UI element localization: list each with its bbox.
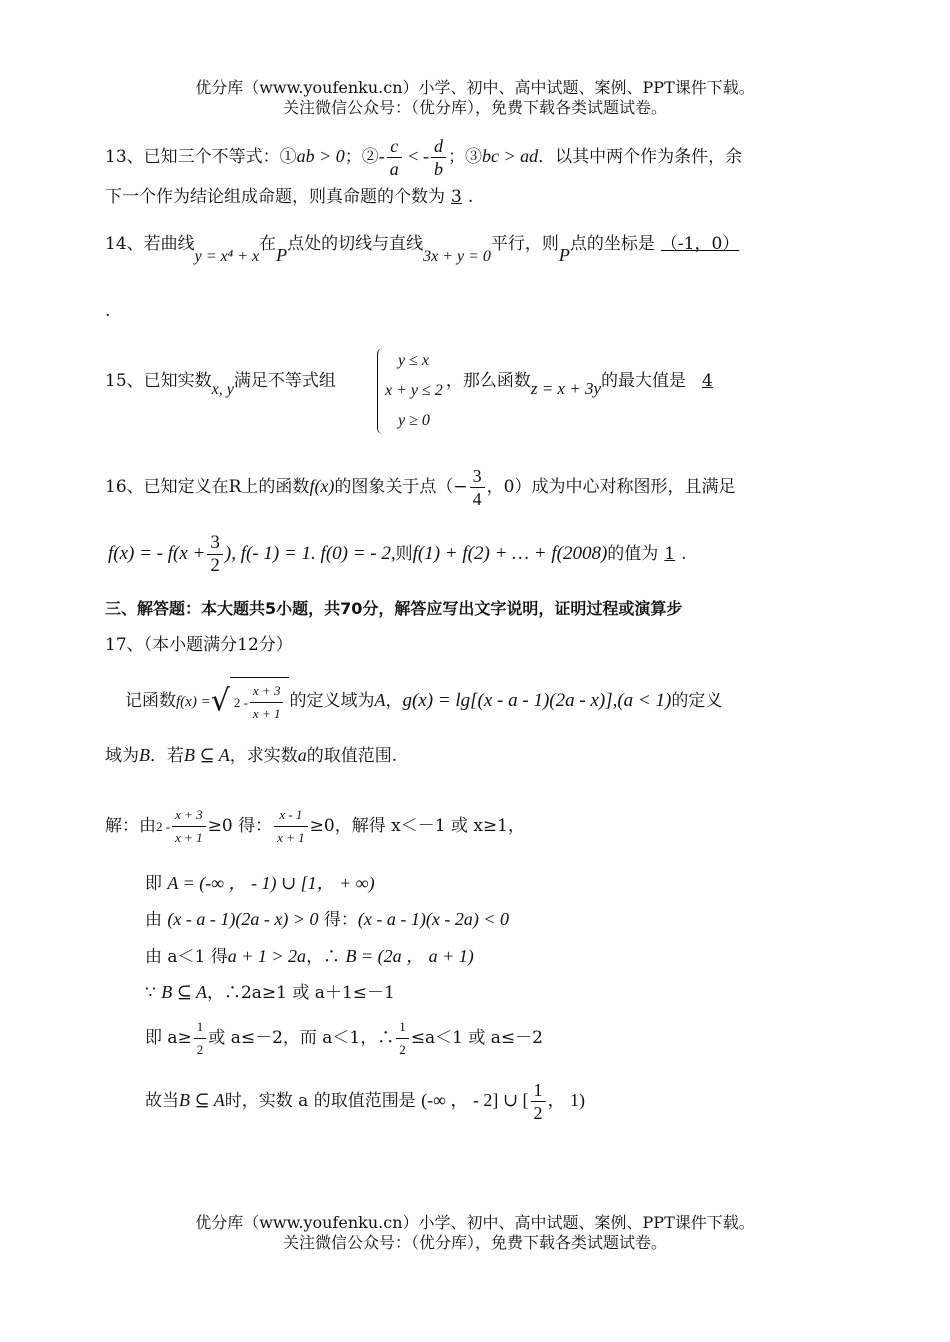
q17-line2d: 的取值范围. (306, 746, 398, 766)
question-14 (105, 232, 745, 265)
section-3-heading: 三、解答题：本大题共5小题，共70分，解答应写出文字说明，证明过程或演算步 (105, 599, 683, 618)
q13-line2-text: 下一个作为结论组成命题，则真命题的个数为 (105, 187, 445, 207)
sol-s1-num1: x + 3 (175, 807, 203, 822)
sol-s1-frac1 (172, 804, 206, 849)
q16-eq-d: f(1) + f(2) + … + f(2008) (412, 543, 608, 564)
q14-mid2: 点处的切线与直线 (287, 234, 424, 254)
q13-frac-num: c (390, 136, 399, 156)
q17-sqrt-sign: √ (210, 683, 230, 719)
sol-s5c: ，∴2a≥1 或 a＋1≤－1 (206, 983, 395, 1003)
sol-s4b: a + 1 > 2a (227, 946, 307, 966)
q16-mid: 的图象关于点（− (334, 477, 468, 497)
sol-s7-den: 2 (531, 1101, 546, 1124)
q14-mid4: 点的坐标是 (569, 234, 655, 254)
sol-s6-frac2 (396, 1016, 409, 1061)
q14-point: P (276, 245, 288, 265)
question-17-line-2 (105, 744, 397, 767)
question-17-title: 17、（本小题满分12分） (105, 635, 293, 655)
q17-sqrt-a: 2 - (233, 694, 248, 710)
q17-p4: 的定义 (671, 691, 723, 711)
q17-setA: A (374, 690, 386, 710)
sol-s6-den: 2 (194, 1038, 207, 1061)
q16-eq-den: 2 (207, 554, 223, 577)
sol-s5b: B ⊆ A (161, 982, 207, 1002)
q17-gdef: g(x) = lg[(x - a - 1)(2a - x)], (402, 690, 618, 711)
q14-point2: P (558, 245, 570, 265)
q16-frac-num: 3 (472, 466, 482, 486)
q13-answer: 3 (451, 187, 462, 207)
footer-line-2: 关注微信公众号：（优分库），免费下载各类试题试卷。 (282, 1233, 667, 1252)
q14-curve: y = x⁴ + x (194, 248, 260, 265)
sol-s1-two: 2 - (156, 819, 171, 834)
sol-s6-num: 1 (196, 1019, 204, 1034)
footer-line-1: 优分库（www.youfenku.cn）小学、初中、高中试题、案例、PPT课件下载。 (195, 1213, 755, 1232)
q15-mid3: 的最大值是 (601, 371, 686, 391)
q17-p1: 记函数 (125, 691, 176, 711)
q15-answer: 4 (702, 371, 713, 391)
q16-fx: f(x) (309, 476, 335, 496)
q16-eq-e: 的值为 (607, 544, 659, 564)
q17-setB: B (139, 745, 150, 765)
sol-s3c: 得： (323, 910, 358, 930)
q17-sqrt-num: x + 3 (252, 682, 281, 698)
sol-s3b: (x - a - 1)(2a - x) > 0 (167, 909, 319, 929)
q17-sqrt-den: x + 1 (250, 702, 284, 725)
q15-lead: 15、已知实数 (105, 371, 212, 391)
question-16-line-1 (105, 464, 736, 510)
sol-s1-frac2 (274, 804, 308, 849)
sol-s1a: 解：由 (105, 816, 156, 836)
sol-s7c: 时，实数 a 的取值范围是 (224, 1091, 416, 1111)
solution-line-3 (145, 908, 509, 931)
sol-s2a: 即 (145, 874, 162, 894)
sol-s1b: ≥0 得： (207, 816, 273, 836)
solution-line-1 (105, 804, 525, 849)
q13-tail: ．以其中两个作为条件，余 (538, 147, 743, 167)
sol-s7a: 故当 (145, 1091, 179, 1111)
q14-answer: （-1，0） (660, 234, 740, 254)
question-13-line-2 (105, 186, 473, 208)
sol-s7-frac (531, 1079, 546, 1124)
sol-s6-den2: 2 (396, 1038, 409, 1061)
q17-var-a: a (297, 745, 307, 765)
sol-s4d: B = (2a ， a + 1) (345, 946, 474, 966)
sol-s1-num2: x - 1 (279, 807, 303, 822)
q13-frac-d-b (431, 135, 446, 180)
q13-sep2: ；③ (447, 147, 482, 167)
q13-frac2-den: b (431, 157, 446, 180)
q17-p2: 的定义域为 (289, 691, 375, 711)
q16-eq-b: ), f(- 1) = 1. f(0) = - 2, (224, 543, 396, 564)
q13-cond3: bc > ad (481, 146, 539, 166)
q15-sys-3: y ≥ 0 (398, 412, 430, 429)
q13-end: . (467, 187, 474, 207)
q17-fdef: f(x) = (176, 694, 211, 710)
q16-answer: 1 (664, 544, 676, 564)
q13-frac-c-a (387, 135, 402, 180)
sol-s7d: (-∞ ， - 2] ∪ [ (421, 1090, 529, 1110)
sol-s6-frac1 (194, 1016, 207, 1061)
q17-line2b: ．若 (150, 746, 184, 766)
q16-eq-frac (207, 532, 223, 577)
sol-s7b: B ⊆ A (179, 1090, 225, 1110)
sol-s4c: ，∴ (306, 947, 341, 967)
sol-s1-den2: x + 1 (274, 826, 308, 849)
q17-line2a: 域为 (105, 746, 139, 766)
q15-mid2: ，那么函数 (445, 371, 531, 391)
q13-frac-den: a (387, 157, 402, 180)
q13-minus: - (378, 146, 385, 166)
sol-s1-den1: x + 1 (172, 826, 206, 849)
solution-line-4 (145, 945, 474, 968)
sol-s4a: 由 a＜1 得 (145, 947, 228, 967)
q16-eq-a: f(x) = - f(x + (108, 543, 206, 564)
q17-cond: (a < 1) (617, 690, 672, 711)
header-line-1: 优分库（www.youfenku.cn）小学、初中、高中试题、案例、PPT课件下载。 (195, 78, 755, 97)
q16-frac-den: 4 (470, 487, 485, 510)
sol-s3d: (x - a - 1)(x - 2a) < 0 (357, 909, 509, 929)
sol-s3a: 由 (145, 910, 162, 930)
q17-sub: B ⊆ A (184, 745, 230, 765)
q13-frac2-num: d (433, 136, 443, 156)
sol-s6a: 即 a≥ (145, 1028, 192, 1048)
sol-s6c: ≤a＜1 或 a≤－2 (410, 1028, 543, 1048)
q14-mid1: 在 (259, 234, 277, 254)
q15-vars: x, y (211, 381, 234, 398)
solution-line-6 (145, 1016, 543, 1061)
q16-lead: 16、已知定义在R上的函数 (105, 477, 310, 497)
q14-line: 3x + y = 0 (423, 248, 491, 265)
q16-eq-num: 3 (210, 532, 220, 553)
q17-line2c: ，求实数 (229, 746, 298, 766)
solution-line-2 (145, 872, 375, 895)
sol-s7-num: 1 (533, 1080, 543, 1100)
question-13-line-1 (105, 134, 742, 180)
question-17-line-1 (125, 676, 722, 727)
sol-s6b: 或 a≤－2，而 a＜1，∴ (208, 1028, 395, 1048)
q15-mid: 满足不等式组 (233, 371, 336, 391)
q13-cond1: ab > 0 (296, 146, 345, 166)
header-line-2: 关注微信公众号：（优分库），免费下载各类试题试卷。 (282, 98, 667, 117)
q13-sep1: ；② (344, 147, 379, 167)
q16-frac (470, 465, 485, 510)
q15-func: z = x + 3y (530, 379, 601, 398)
q17-sqrt-frac (250, 680, 284, 725)
sol-s1c: ≥0，解得 x＜－1 或 x≥1， (309, 816, 525, 836)
q16-end: . (681, 544, 687, 564)
q14-trailing-dot: . (105, 301, 111, 321)
sol-s2b: A = (-∞ ， - 1) ∪ [1， + ∞) (167, 873, 375, 893)
q15-sys-1: y ≤ x (398, 352, 429, 369)
sol-s5a: ∵ (145, 983, 156, 1003)
q13-lead: 13、已知三个不等式：① (105, 147, 297, 167)
q13-lt: < - (403, 146, 429, 166)
sol-s7e: ， 1) (547, 1090, 585, 1110)
q15-sys-2: x + y ≤ 2 (385, 382, 443, 399)
q14-lead: 14、若曲线 (105, 234, 195, 254)
q17-p3: ， (385, 691, 403, 711)
solution-line-7 (145, 1078, 585, 1124)
q16-tail: ，0）成为中心对称图形，且满足 (486, 477, 736, 497)
solution-line-5 (145, 981, 395, 1004)
q16-eq-c: 则 (395, 544, 413, 564)
q14-mid3: 平行，则 (490, 234, 559, 254)
sol-s6-num2: 1 (399, 1019, 406, 1034)
question-16-line-2 (108, 532, 687, 577)
q17-sqrt-body (230, 677, 290, 727)
